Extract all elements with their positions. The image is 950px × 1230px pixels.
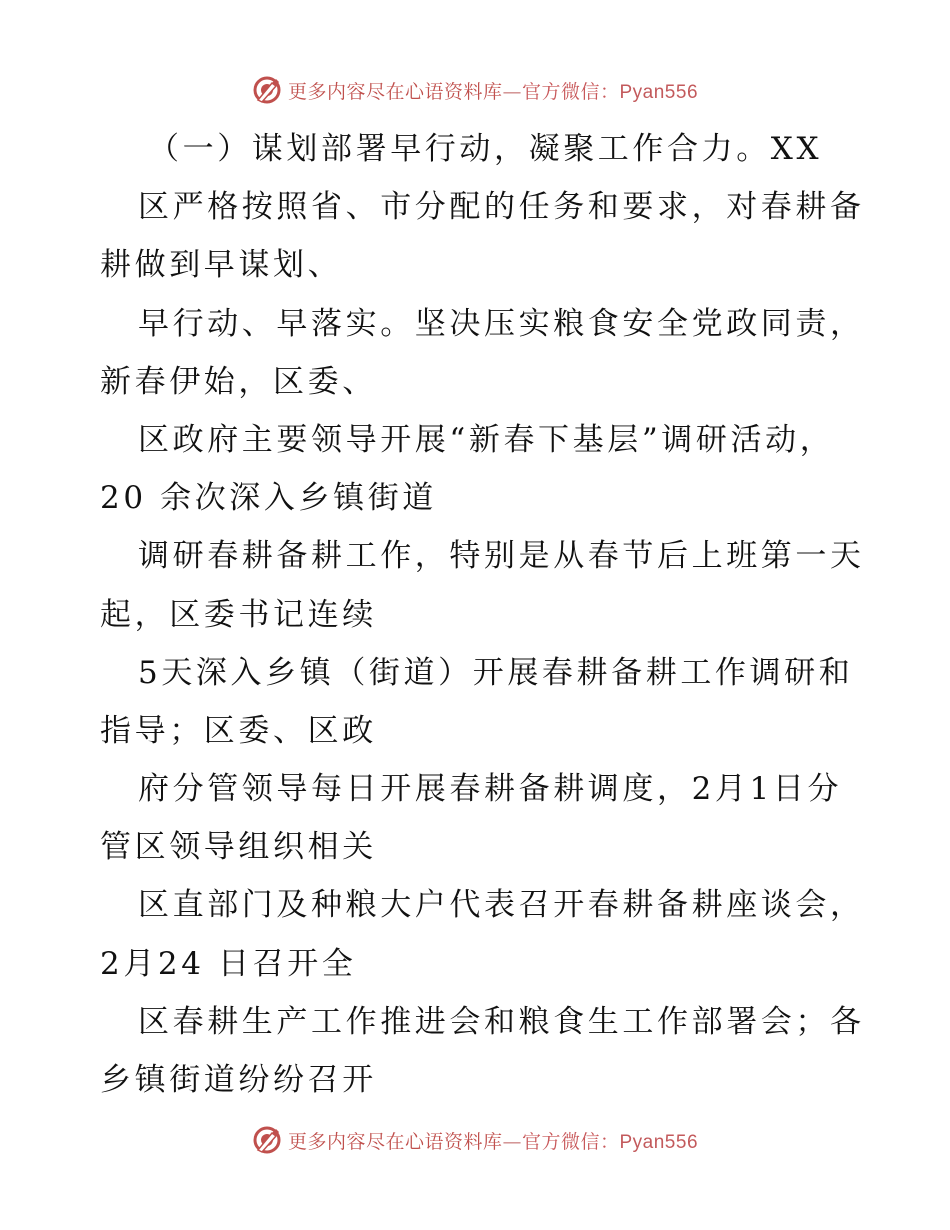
text-line: 区严格按照省、市分配的任务和要求，对春耕备 [138,189,865,226]
text-line: 乡镇街道纷纷召开 [100,1062,377,1098]
text-line: 耕做到早谋划、 [100,247,343,284]
watermark-text: 更多内容尽在心语资料库—官方微信：Pyan556 [287,1130,699,1153]
text-line: （一）谋划部署早行动，凝聚工作合力。XX [148,131,823,167]
pen-logo-icon [252,1125,282,1155]
text-line: 2月24 日召开全 [100,945,357,982]
text-line: 府分管领导每日开展春耕备耕调度，2月1日分 [138,771,843,808]
text-line: 管区领导组织相关 [100,829,377,866]
text-line: 调研春耕备耕工作，特别是从春节后上班第一天 [138,538,865,575]
document-body [100,120,865,1109]
text-line: 5天深入乡镇（街道）开展春耕备耕工作调研和 [138,654,854,691]
text-line: 指导；区委、区政 [100,712,377,749]
text-line: 区春耕生产工作推进会和粮食生工作部署会；各 [138,1003,865,1040]
text-line: 新春伊始，区委、 [100,363,377,400]
pen-logo-icon [252,75,282,105]
text-line: 早行动、早落实。坚决压实粮食安全党政同责， [138,305,865,342]
footer-watermark [0,1120,950,1160]
header-watermark [0,70,950,110]
text-line: 区直部门及种粮大户代表召开春耕备耕座谈会， [138,887,865,924]
text-line: 20 余次深入乡镇街道 [100,480,437,517]
text-line: 起，区委书记连续 [100,596,377,633]
text-line: 区政府主要领导开展“新春下基层”调研活动， [138,421,835,458]
watermark-text: 更多内容尽在心语资料库—官方微信：Pyan556 [287,80,699,103]
